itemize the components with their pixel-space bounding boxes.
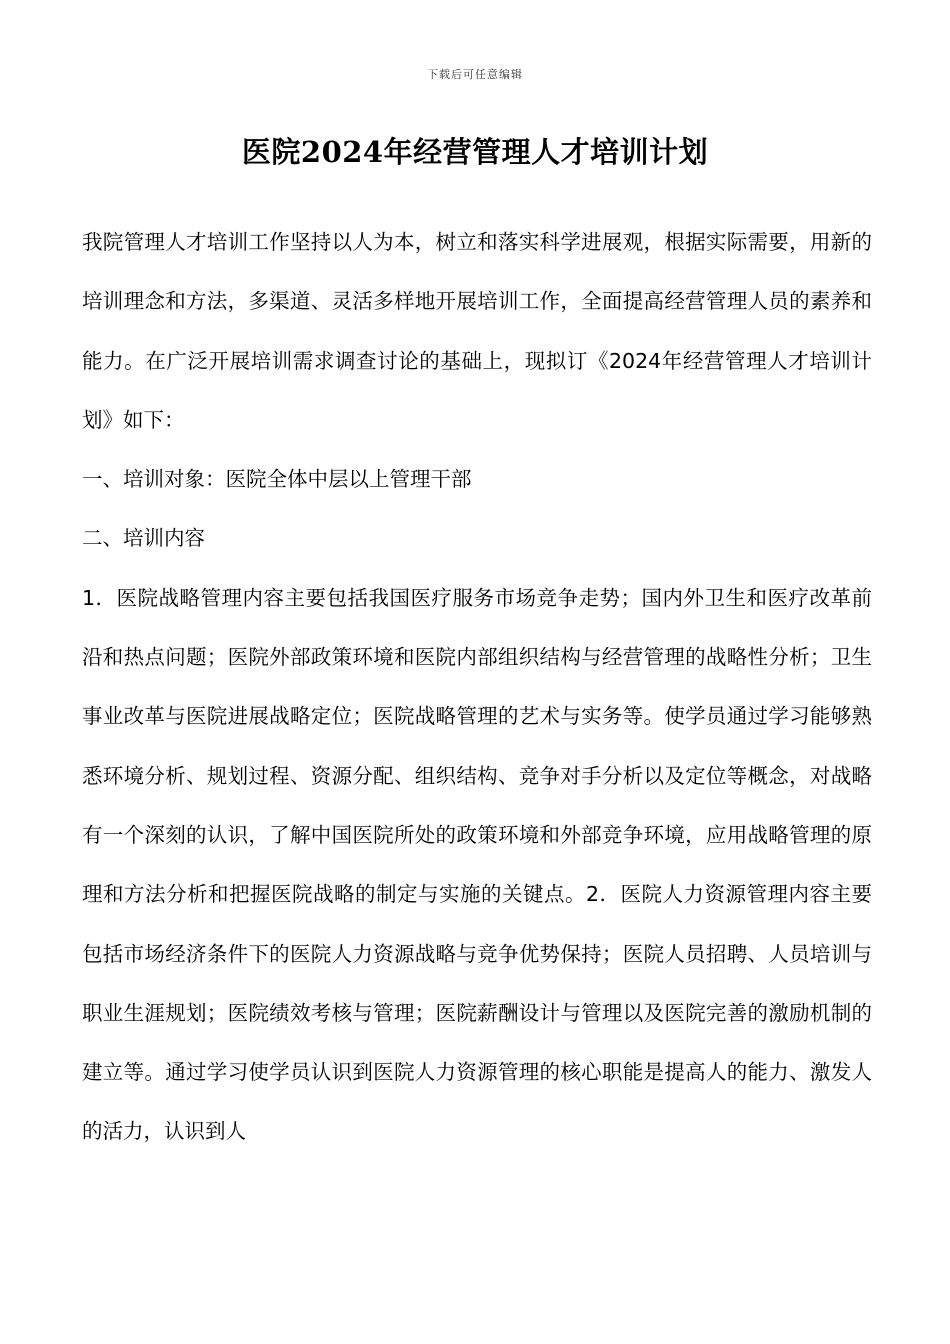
header-note: 下载后可任意编辑 [427,68,523,81]
intro-paragraph: 我院管理人才培训工作坚持以人为本，树立和落实科学进展观，根据实际需要，用新的培训理念和方法，多渠道、灵活多样地开展培训工作，全面提高经营管理人员的素养和能力。在广泛开展培训需求调查讨论的基础上，现拟订《2024年经营管理人才培训计划》如下： [82,230,872,432]
content-paragraph: 1．医院战略管理内容主要包括我国医疗服务市场竞争走势；国内外卫生和医疗改革前沿和热点问题；医院外部政策环境和医院内部组织结构与经营管理的战略性分析；卫生事业改革与医院进展战略定位；医院战略管理的艺术与实务等。使学员通过学习能够熟悉环境分析、规划过程、资源分配、组织结构、竞争对手分析以及定位等概念，对战略有一个深刻的认识，了解中国医院所处的政策环境和外部竞争环境，应用战略管理的原理和方法分析和把握医院战略的制定与实施的关键点。2．医院人力资源管理内容主要包括市场经济条件下的医院人力资源战略与竞争优势保持；医院人员招聘、人员培训与职业生涯规划；医院绩效考核与管理；医院薪酬设计与管理以及医院完善的激励机制的建立等。通过学习使学员认识到医院人力资源管理的核心职能是提高人的能力、激发人的活力，认识到人 [82,585,872,1144]
section-heading-targets: 一、培训对象：医院全体中层以上管理干部 [82,467,472,492]
document-title: 医院2024年经营管理人才培训计划 [241,135,709,169]
section-heading-content: 二、培训内容 [82,526,205,551]
document-body [82,213,872,1162]
